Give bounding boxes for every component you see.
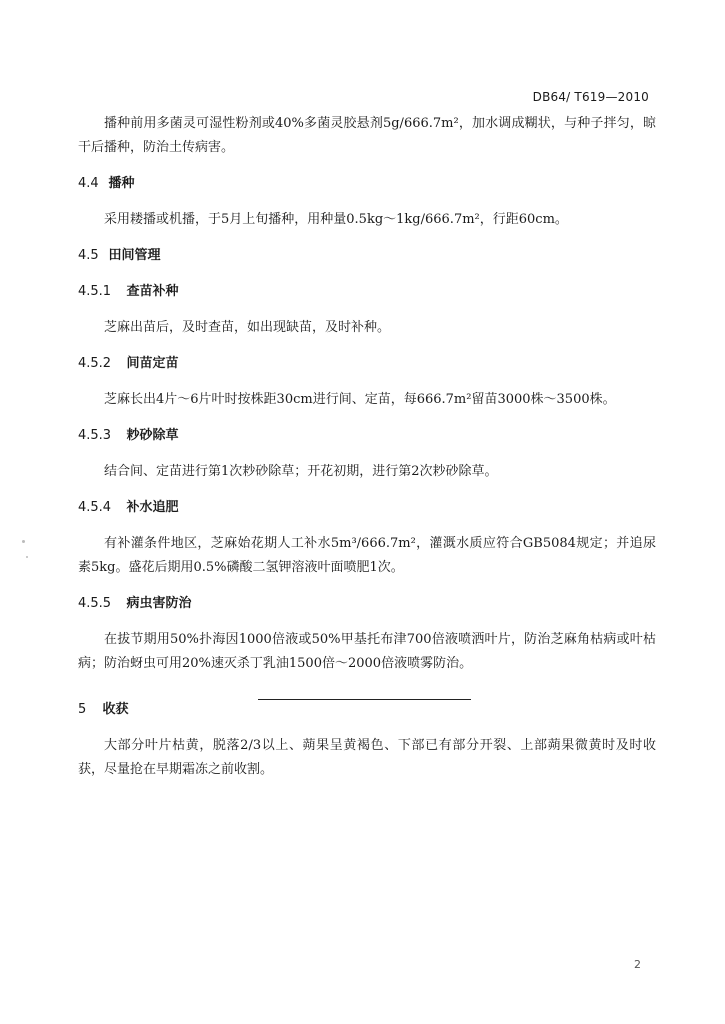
paragraph-weeding: 结合间、定苗进行第1次耖砂除草；开花初期，进行第2次耖砂除草。 [104,464,498,479]
section-heading-4-5-2 [78,352,656,376]
section-title: 田间管理 [108,248,161,263]
section-number: 4.4 [78,176,99,191]
standard-code: DB64/ T619—2010 [532,90,649,104]
scan-speck [26,556,28,558]
paragraph-pest-control: 在拔节期用50%扑海因1000倍液或50%甲基托布津700倍液喷洒叶片，防治芝麻角枯病或叶枯病；防治蚜虫可用20%速灭杀丁乳油1500倍～2000倍液喷雾防治。 [78,632,656,671]
page-number: 2 [634,958,641,971]
section-title: 耖砂除草 [126,428,179,443]
section-heading-4-5 [78,244,656,268]
section-number: 4.5 [78,248,99,263]
section-title: 查苗补种 [126,284,179,299]
paragraph-check-seedlings: 芝麻出苗后，及时查苗，如出现缺苗，及时补种。 [104,320,391,335]
paragraph-fertilize: 有补灌条件地区，芝麻始花期人工补水5m³/666.7m²，灌溉水质应符合GB5084规定；并追尿素5kg。盛花后期用0.5%磷酸二氢钾溶液叶面喷肥1次。 [78,536,656,575]
section-number: 4.5.3 [78,428,112,443]
section-number: 4.5.4 [78,500,112,515]
section-title: 病虫害防治 [126,596,192,611]
document-body [78,112,656,794]
paragraph-seed-treatment: 播种前用多菌灵可湿性粉剂或40%多菌灵胶悬剂5g/666.7m²，加水调成糊状，与种子拌匀，晾干后播种，防治土传病害。 [78,116,656,155]
section-number: 4.5.5 [78,596,112,611]
section-number: 5 [78,702,87,717]
section-title: 播种 [108,176,135,191]
section-heading-4-5-4 [78,496,656,520]
section-number: 4.5.1 [78,284,112,299]
section-heading-4-5-1 [78,280,656,304]
section-heading-4-4 [78,172,656,196]
spacer [78,688,656,698]
paragraph-sowing: 采用耧播或机播，于5月上旬播种，用种量0.5kg～1kg/666.7m²，行距60cm。 [104,212,568,227]
scan-speck [22,540,25,543]
section-title: 补水追肥 [126,500,179,515]
section-number: 4.5.2 [78,356,112,371]
end-of-standard-rule [258,699,471,700]
section-title: 间苗定苗 [126,356,179,371]
section-heading-4-5-3 [78,424,656,448]
paragraph-thinning: 芝麻长出4片～6片叶时按株距30cm进行间、定苗，每666.7m²留苗3000株～3500株。 [104,392,616,407]
section-title: 收获 [102,702,129,717]
section-heading-4-5-5 [78,592,656,616]
section-heading-5 [78,698,656,722]
paragraph-harvest: 大部分叶片枯黄，脱落2/3以上、蒴果呈黄褐色、下部已有部分开裂、上部蒴果微黄时及时收获，尽量抢在早期霜冻之前收割。 [78,738,656,777]
